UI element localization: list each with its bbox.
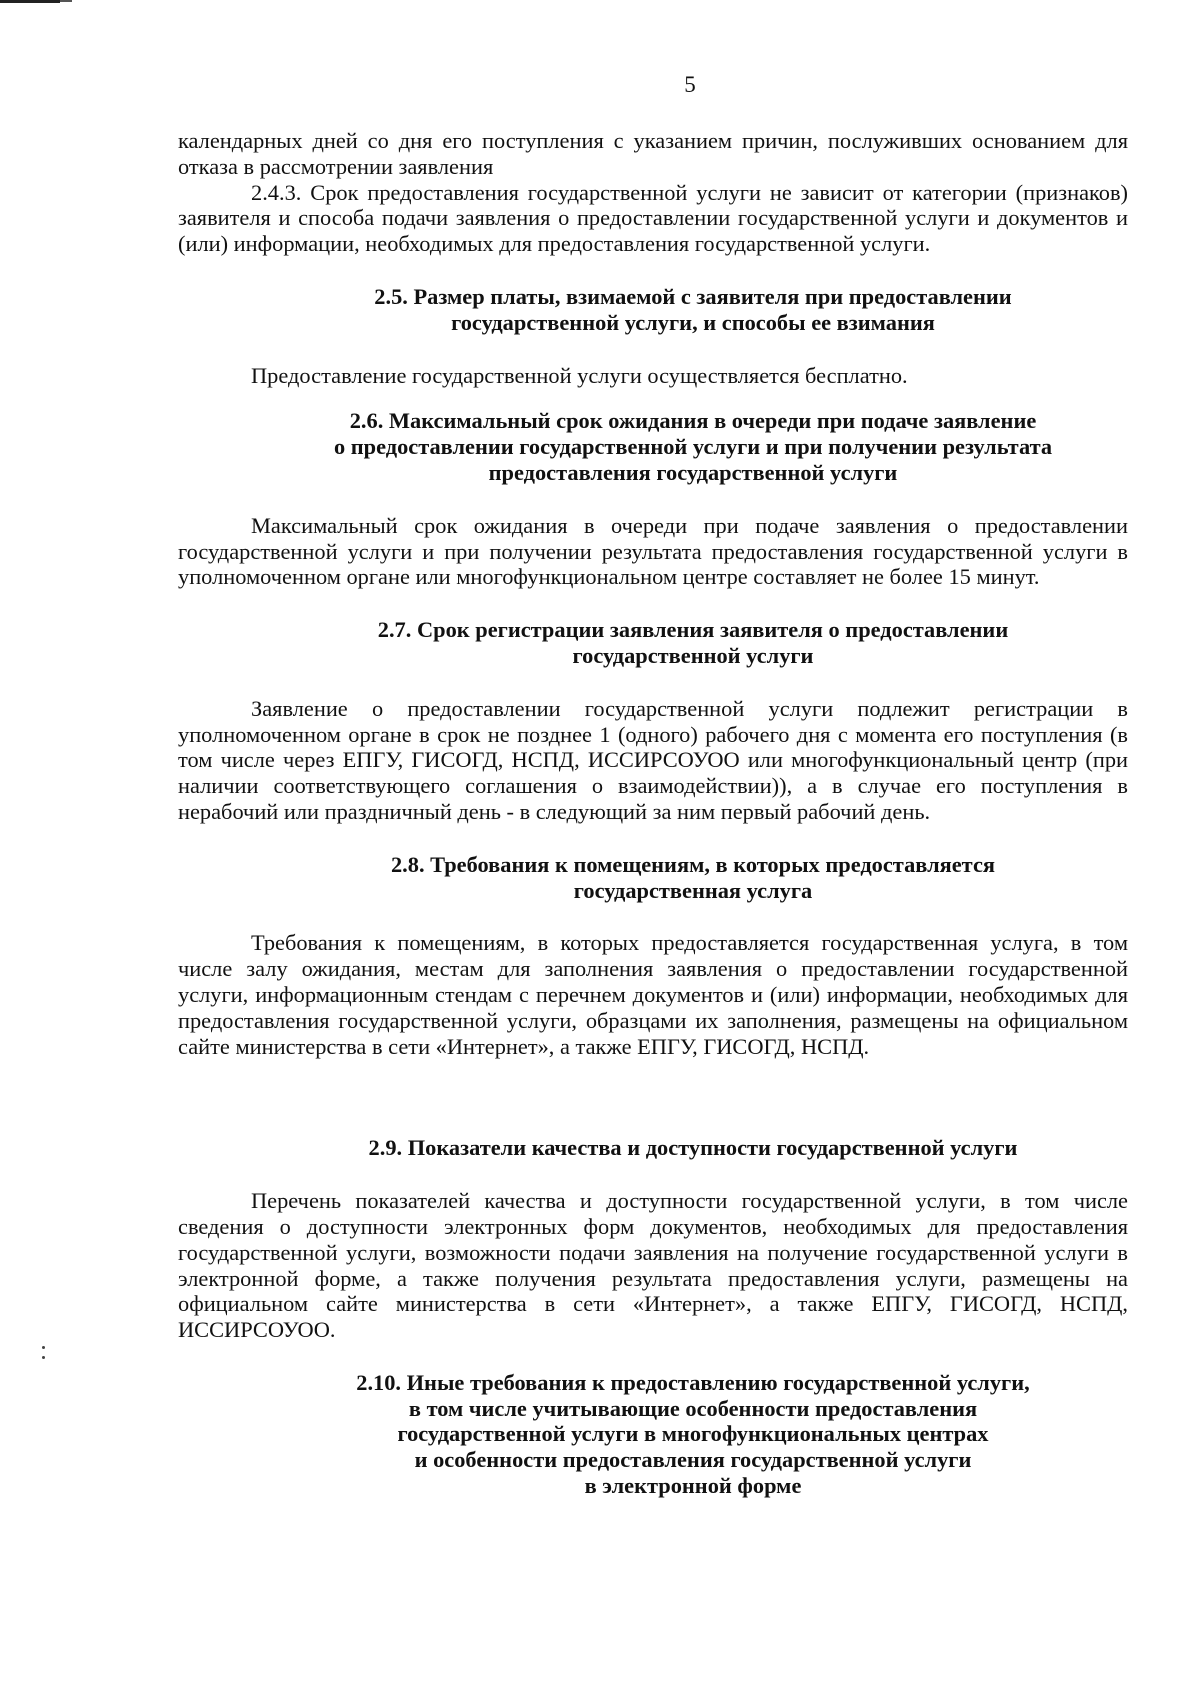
document-body [178,128,1128,1499]
paragraph-2-8: Требования к помещениям, в которых предоставляется государственная услуга, в том числе залу ожидания, местам для заполнения заявления о предоставлении государственной услуги, информационным стендам с перечнем документов и (или) информации, необходимых для предоставления государственной услуги, образцами их заполнения, размещены на официальном сайте министерства в сети «Интернет», а также ЕПГУ, ГИСОГД, НСПД. [178,930,1128,1059]
paragraph-2-7: Заявление о предоставлении государственной услуги подлежит регистрации в уполномоченном органе в срок не позднее 1 (одного) рабочего дня с момента его поступления (в том числе через ЕПГУ, ГИСОГД, НСПД, ИССИРСОУОО или многофункциональный центр (при наличии соответствующего соглашения о взаимодействии)), а в случае его поступления в нерабочий или праздничный день - в следующий за ним первый рабочий день. [178,695,1128,824]
heading-2-8: 2.8. Требования к помещениям, в которых предоставляется государственная услуга [390,851,996,903]
heading-2-5: 2.5. Размер платы, взимаемой с заявителя при предоставлении государственной услуги, и способы ее взимания [374,283,1012,335]
heading-2-7: 2.7. Срок регистрации заявления заявителя о предоставлении государственной услуги [377,617,1009,668]
paragraph-2-4-3: 2.4.3. Срок предоставления государственной услуги не зависит от категории (признаков) заявителя и способа подачи заявления о предоставлении государственной услуги и документов и (или) информации, необходимых для предоставления государственной услуги. [178,179,1128,257]
heading-2-9: 2.9. Показатели качества и доступности государственной услуги [368,1135,1018,1161]
scan-dot [42,1356,45,1359]
paragraph-2-5: Предоставление государственной услуги осуществляется бесплатно. [251,362,908,388]
paragraph-2-9: Перечень показателей качества и доступности государственной услуги, в том числе сведения о доступности электронных форм документов, необходимых для предоставления государственной услуги, возможности подачи заявления на получение государственной услуги в электронной форме, а также получения результата предоставления услуги, размещены на официальном сайте министерства в сети «Интернет», а также ЕПГУ, ГИСОГД, НСПД, ИССИРСОУОО. [178,1188,1128,1343]
scan-edge-mark [0,0,60,3]
scan-dot [42,1346,45,1349]
heading-2-6: 2.6. Максимальный срок ожидания в очереди при подаче заявление о предоставлении государственной услуги и при получении результата предоставления государственной услуги [333,408,1053,485]
page-number: 5 [684,72,696,97]
heading-2-10: 2.10. Иные требования к предоставлению государственной услуги, в том числе учитывающие особенности предоставления государственной услуги в многофункциональных центрах и особенности предоставления государственной услуги в электронной форме [356,1369,1030,1499]
paragraph-2-6: Максимальный срок ожидания в очереди при подаче заявления о предоставлении государственной услуги и при получении результата предоставления государственной услуги в уполномоченном органе или многофункциональном центре составляет не более 15 минут. [178,512,1128,590]
continuation-paragraph: календарных дней со дня его поступления с указанием причин, послуживших основанием для отказа в рассмотрении заявления [178,128,1128,179]
scan-edge-mark [60,0,72,2]
